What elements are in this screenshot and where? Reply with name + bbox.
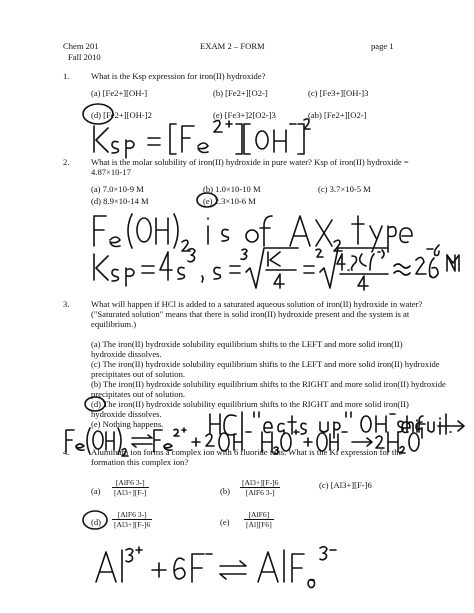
q1-option-d: (d) [Fe2+][OH-]2 [91, 110, 152, 120]
q2-text-line1: What is the molar solubility of iron(II) hydroxide in pure water? Ksp of iron(II) hydroxide = [91, 157, 409, 167]
q3-text-line1: What will happen if HCl is added to a saturated aqueous solution of iron(II) hydroxide in water? [91, 299, 423, 309]
q4-option-e-label: (e) [220, 517, 230, 527]
q4-option-b-denominator: [AlF6 3-] [245, 488, 275, 497]
q4-option-b-fraction [240, 478, 280, 497]
q1-number: 1. [63, 71, 70, 81]
q1-option-b: (b) [Fe2+][O2-] [213, 88, 268, 98]
q1-handwritten-answer [90, 118, 310, 158]
q4-option-a-denominator: [Al3+][F-] [114, 488, 147, 497]
q2-answer-circle [193, 190, 221, 210]
q4-option-b-label: (b) [220, 486, 231, 496]
q1-option-ab: (ab) [Fe2+][O2-] [308, 110, 367, 120]
q4-option-a-fraction [112, 478, 149, 497]
q3-option-c-line2: precipitates out of solution. [91, 369, 186, 379]
q4-text-line1: Aluminum ion forms a complex ion with 6 fluoride ions. What is the Kf expression for the [91, 447, 403, 457]
term-label: Fall 2010 [68, 52, 101, 62]
q4-option-d-label: (d) [91, 517, 102, 527]
course-title: Chem 201 [63, 41, 99, 51]
q4-option-d-fraction [112, 510, 152, 529]
q2-option-a: (a) 7.0×10-9 M [91, 184, 144, 194]
q1-option-c: (c) [Fe3+][OH-]3 [308, 88, 369, 98]
q4-option-c: (c) [Al3+][F-]6 [319, 480, 372, 490]
q1-text: What is the Ksp expression for iron(II) hydroxide? [91, 71, 266, 81]
q2-number: 2. [63, 157, 70, 167]
q1-option-a: (a) [Fe2+][OH-] [91, 88, 148, 98]
q4-option-e-denominator: [Al][F6] [246, 520, 272, 529]
q2-handwritten-line2 [90, 246, 450, 294]
q4-option-e-fraction [244, 510, 274, 529]
q4-number: 4. [63, 447, 70, 457]
q4-option-b-numerator: [Al3+][F-]6 [242, 478, 279, 487]
q4-option-d-denominator: [Al3+][F-]6 [114, 520, 151, 529]
q3-text-line3: equilibrium.) [91, 319, 137, 329]
q4-option-a-numerator: [AlF6 3-] [112, 478, 149, 488]
q3-option-d-line2: hydroxide dissolves. [91, 409, 162, 419]
q3-option-a-line2: hydroxide dissolves. [91, 349, 162, 359]
q3-option-d-line1: (d) The iron(II) hydroxide solubility equilibrium shifts to the RIGHT and more solid iron(II) [91, 399, 409, 409]
q4-handwritten-answer [92, 544, 372, 592]
q3-option-b-line2: precipitates out of solution. [91, 389, 186, 399]
q2-option-c: (c) 3.7×10-5 M [318, 184, 371, 194]
q3-option-e: (e) Nothing happens. [91, 419, 164, 429]
page-number: page 1 [371, 41, 394, 51]
q3-option-c-line1: (c) The iron(II) hydroxide solubility equilibrium shifts to the LEFT and more solid iron(II) hydroxide [91, 359, 440, 369]
q4-answer-circle [80, 508, 110, 532]
q2-option-e: (e) 2.3×10-6 M [203, 196, 256, 206]
q4-text-line2: formation this complex ion? [91, 457, 189, 467]
q1-option-e: (e) [Fe3+]2[O2-]3 [213, 110, 276, 120]
q3-option-b-line1: (b) The iron(II) hydroxide solubility equilibrium shifts to the RIGHT and more solid iron(II) hydroxide [91, 379, 446, 389]
q4-option-d-numerator: [AlF6 3-] [112, 510, 152, 520]
q3-answer-circle [82, 395, 108, 413]
q2-handwritten-exponent [425, 243, 469, 277]
q4-option-e-numerator: [AlF6] [244, 510, 274, 520]
q4-option-a-label: (a) [91, 486, 101, 496]
q2-option-b: (b) 1.0×10-10 M [203, 184, 261, 194]
q2-option-d: (d) 8.9×10-14 M [91, 196, 149, 206]
q2-text-line2: 4.87×10-17 [91, 167, 131, 177]
q3-text-line2: ("Saturated solution" means that there is solid iron(II) hydroxide present and the system is at [91, 309, 410, 319]
q3-option-a-line1: (a) The iron(II) hydroxide solubility equilibrium shifts to the LEFT and more solid iron(II) [91, 339, 403, 349]
q3-number: 3. [63, 299, 70, 309]
exam-title: EXAM 2 – FORM [200, 41, 265, 51]
